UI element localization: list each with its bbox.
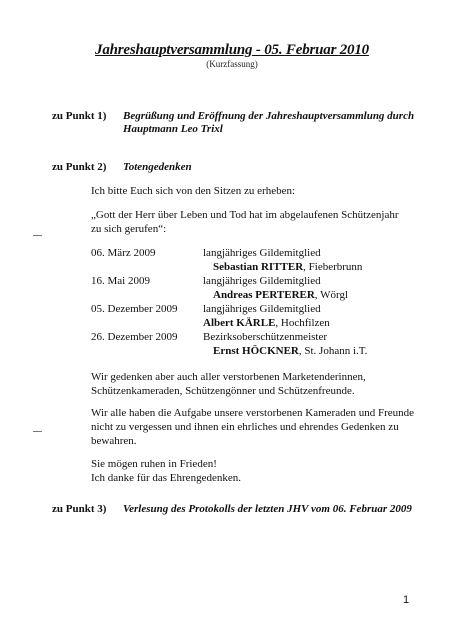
entry-place: , Hochfilzen — [275, 317, 330, 329]
memorial-line-1: Wir gedenken aber auch aller verstorbenen Marketenderinnen, — [91, 371, 366, 383]
deceased-entry — [0, 302, 464, 330]
agenda-item-1 — [52, 110, 432, 138]
entry-name: Albert KÄRLE — [203, 317, 276, 329]
agenda-item-3-label: zu Punkt 3) — [52, 503, 107, 515]
agenda-item-2 — [52, 161, 432, 175]
entry-name-line — [213, 288, 348, 302]
deceased-entry — [0, 246, 464, 274]
entry-place: , Fieberbrunn — [303, 261, 363, 273]
agenda-item-1-text-line2: Hauptmann Leo Trixl — [123, 123, 223, 135]
entry-place: , Wörgl — [314, 289, 349, 301]
deceased-entry — [0, 274, 464, 302]
entry-name-line — [213, 344, 367, 358]
margin-mark — [33, 431, 42, 432]
quote-line-1: „Gott der Herr über Leben und Tod hat im abgelaufenen Schützenjahr — [91, 209, 399, 221]
deceased-entry — [0, 330, 464, 358]
document-subtitle: (Kurzfassung) — [206, 59, 258, 69]
entry-name-line — [213, 260, 362, 274]
entry-date: 05. Dezember 2009 — [91, 303, 178, 315]
duty-line-1: Wir alle haben die Aufgabe unsere verstorbenen Kameraden und Freunde — [91, 407, 415, 419]
agenda-item-2-label: zu Punkt 2) — [52, 161, 107, 173]
entry-name-line — [203, 316, 330, 330]
entry-name: Ernst HÖCKNER — [213, 345, 299, 357]
closing-line-1: Sie mögen ruhen in Frieden! — [91, 458, 217, 470]
entry-place: , St. Johann i.T. — [298, 345, 368, 357]
page-number: 1 — [403, 594, 410, 606]
duty-line-3: bewahren. — [91, 435, 137, 447]
entry-name: Sebastian RITTER — [213, 261, 304, 273]
duty-line-2: nicht zu vergessen und ihnen ein ehrliches und ehrendes Gedenken zu — [91, 421, 399, 433]
entry-role: langjähriges Gildemitglied — [203, 247, 321, 259]
entry-date: 06. März 2009 — [91, 247, 156, 259]
entry-name: Andreas PERTERER — [213, 289, 315, 301]
agenda-item-1-text-line1: Begrüßung und Eröffnung der Jahreshauptversammlung durch — [123, 110, 415, 122]
margin-mark — [33, 235, 42, 236]
entry-role: langjähriges Gildemitglied — [203, 303, 321, 315]
entry-date: 16. Mai 2009 — [91, 275, 150, 287]
agenda-item-2-title: Totengedenken — [123, 161, 192, 173]
entry-role: langjähriges Gildemitglied — [203, 275, 321, 287]
memorial-line-2: Schützenkameraden, Schützengönner und Schützenfreunde. — [91, 385, 355, 397]
entry-date: 26. Dezember 2009 — [91, 331, 178, 343]
quote-line-2: zu sich gerufen“: — [91, 223, 167, 235]
closing-line-2: Ich danke für das Ehrengedenken. — [91, 472, 241, 484]
document-title: Jahreshauptversammlung - 05. Februar 2010 — [95, 42, 369, 58]
agenda-item-1-label: zu Punkt 1) — [52, 110, 107, 122]
intro-text: Ich bitte Euch sich von den Sitzen zu erheben: — [91, 185, 296, 197]
agenda-item-3 — [52, 503, 452, 517]
agenda-item-3-text: Verlesung des Protokolls der letzten JHV vom 06. Februar 2009 — [123, 503, 412, 515]
entry-role: Bezirksoberschützenmeister — [203, 331, 328, 343]
